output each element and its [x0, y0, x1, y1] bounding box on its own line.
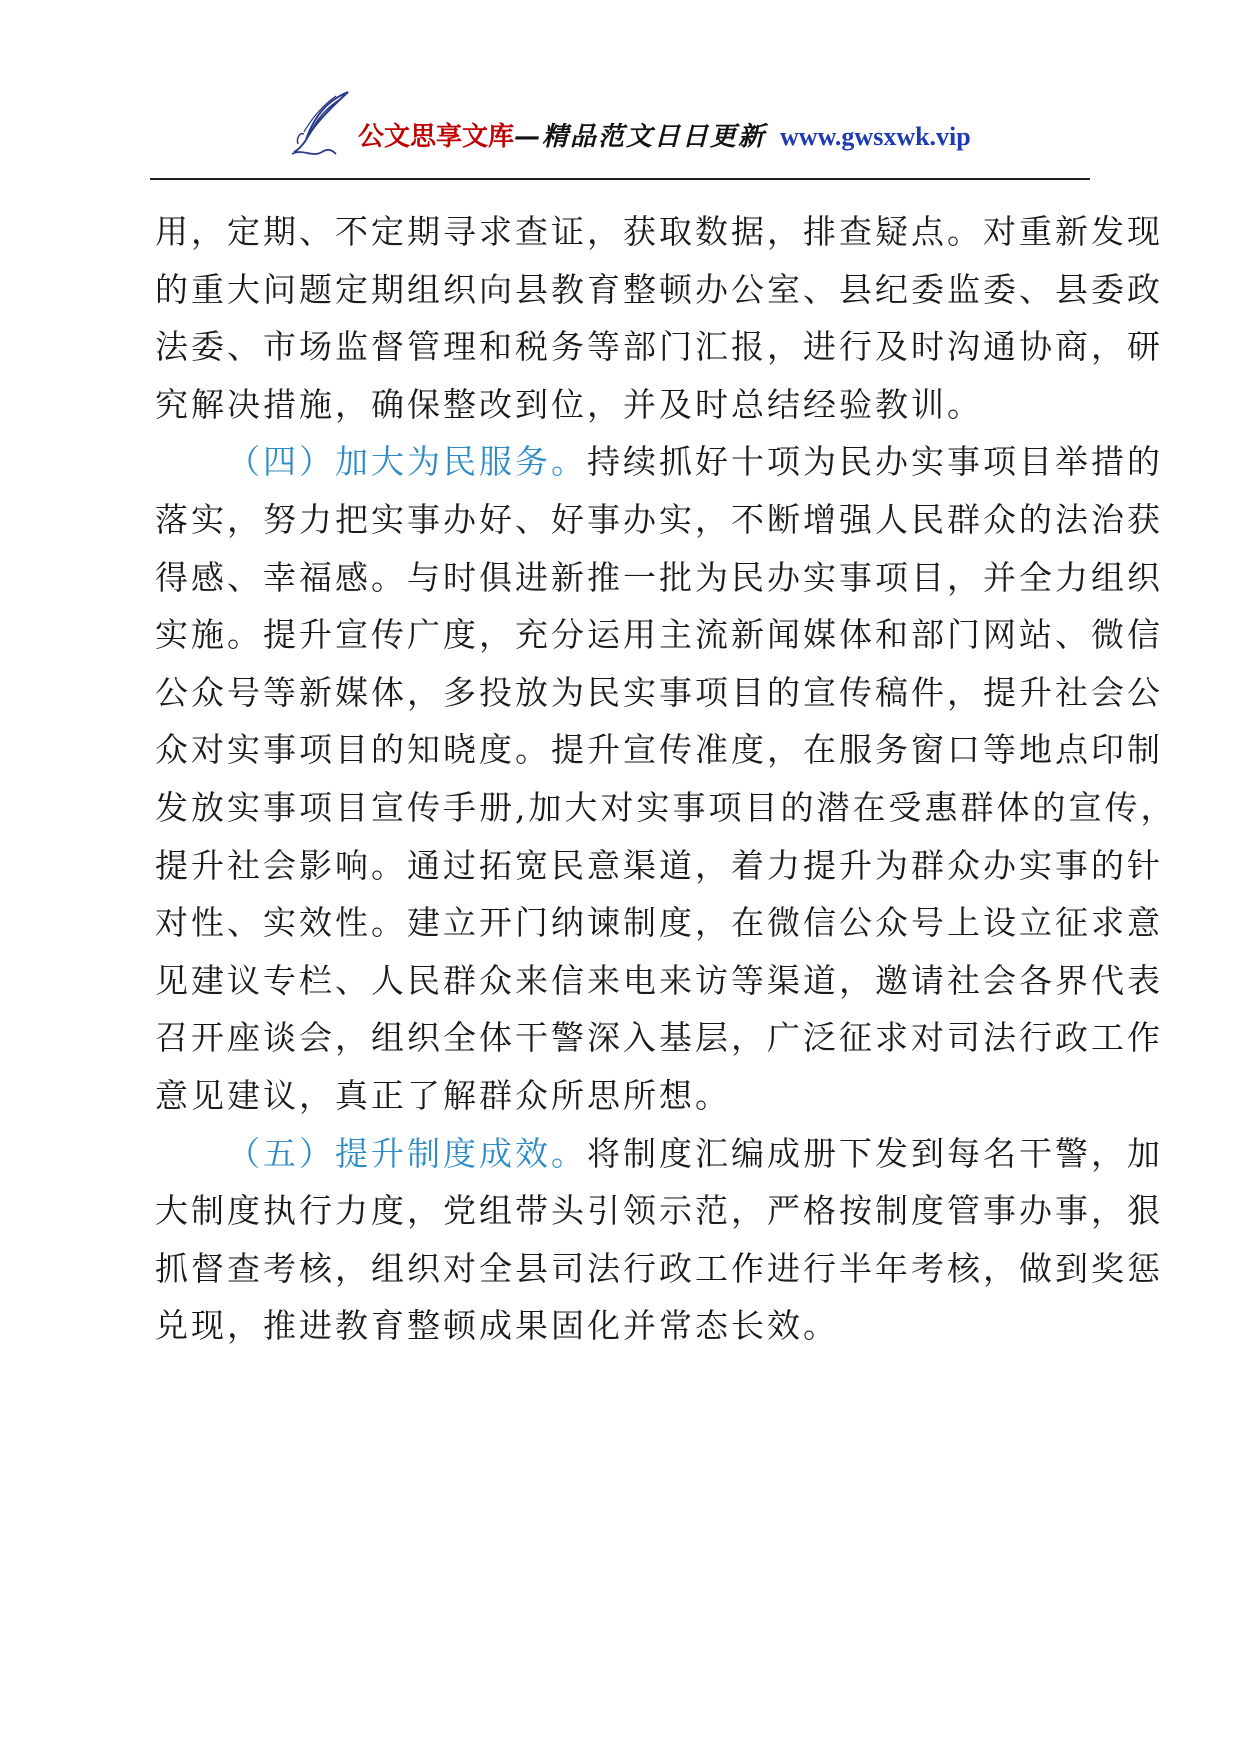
text-line	[155, 433, 1163, 491]
text-line: 用，定期、不定期寻求查证，获取数据，排查疑点。对重新发现	[155, 212, 1163, 251]
header-title	[358, 120, 971, 154]
text-line: 大制度执行力度，党组带头引领示范，严格按制度管事办事，狠	[155, 1191, 1163, 1231]
brand-name: 公文思享文库	[358, 122, 515, 152]
text-line: 法委、市场监督管理和税务等部门汇报，进行及时沟通协商，研	[155, 327, 1163, 367]
quill-pen-logo-icon	[288, 88, 354, 160]
text-line: 提升社会影响。通过拓宽民意渠道，着力提升为群众办实事的针	[155, 845, 1163, 885]
text-line: 众对实事项目的知晓度。提升宣传准度，在服务窗口等地点印制	[155, 730, 1163, 770]
paragraph-institution	[155, 1125, 1163, 1355]
text-line: 意见建议，真正了解群众所思所想。	[155, 1075, 731, 1115]
text-line: 的重大问题定期组织向县教育整顿办公室、县纪委监委、县委政	[155, 269, 1163, 309]
site-url-link[interactable]: www.gwsxwk.vip	[780, 122, 971, 151]
text-line: 实施。提升宣传广度，充分运用主流新闻媒体和部门网站、微信	[155, 615, 1163, 655]
section-heading-five: （五）提升制度成效。	[227, 1133, 587, 1173]
paragraph-service	[155, 433, 1177, 1124]
text-run: 将制度汇编成册下发到每名干警，加	[587, 1133, 1163, 1173]
text-line: 见建议专栏、人民群众来信来电来访等渠道，邀请社会各界代表	[155, 960, 1163, 1000]
header-slogan: —精品范文日日更新	[514, 122, 767, 152]
page-header	[150, 80, 1090, 180]
header-divider	[150, 178, 1090, 180]
text-line: 得感、幸福感。与时俱进新推一批为民办实事项目，并全力组织	[155, 557, 1163, 597]
text-line: 抓督查考核，组织对全县司法行政工作进行半年考核，做到奖惩	[155, 1248, 1163, 1288]
text-line	[155, 1125, 1163, 1183]
text-line: 公众号等新媒体，多投放为民实事项目的宣传稿件，提升社会公	[155, 672, 1163, 712]
text-line: 落实，努力把实事办好、好事办实，不断增强人民群众的法治获	[155, 499, 1163, 539]
text-line: 对性、实效性。建立开门纳谏制度，在微信公众号上设立征求意	[155, 903, 1163, 943]
paragraph-continued	[155, 203, 1163, 433]
text-run: 持续抓好十项为民办实事项目举措的	[587, 442, 1163, 482]
text-line: 发放实事项目宣传手册,加大对实事项目的潜在受惠群体的宣传，	[155, 787, 1177, 827]
section-heading-four: （四）加大为民服务。	[227, 442, 587, 482]
text-line: 兑现，推进教育整顿成果固化并常态长效。	[155, 1306, 839, 1346]
text-line: 究解决措施，确保整改到位，并及时总结经验教训。	[155, 384, 983, 424]
text-line: 召开座谈会，组织全体干警深入基层，广泛征求对司法行政工作	[155, 1018, 1163, 1058]
document-body	[155, 203, 1177, 1355]
